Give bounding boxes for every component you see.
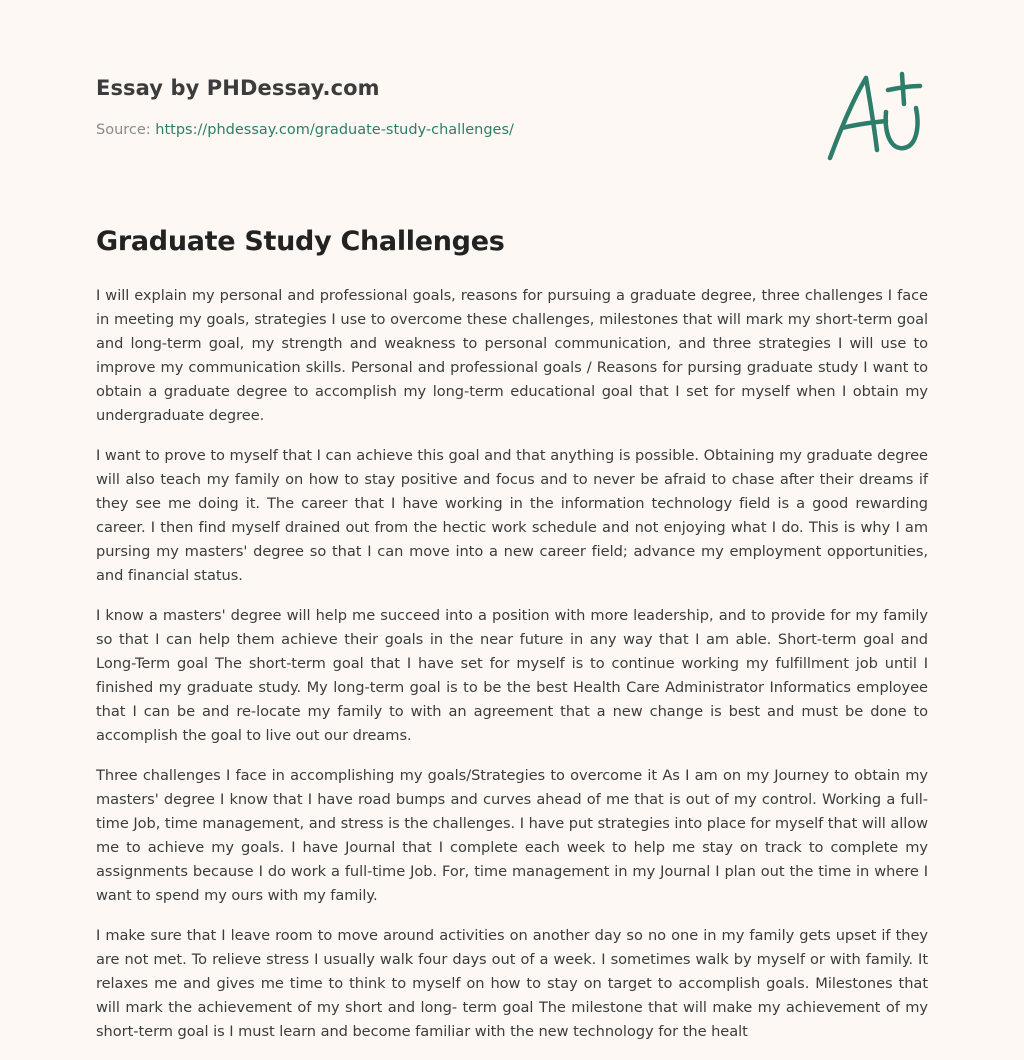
source-line: [96, 122, 796, 138]
essay-paragraph: I make sure that I leave room to move around activities on another day so no one in my family gets upset if they are not met. To relieve stress I usually walk four days out of a week. I sometimes walk by myself or with family. It relaxes me and gives me time to think to myself on how to stay on target to accomplish goals. Milestones that will mark the achievement of my short and long- term goal The milestone that will make my achievement of my short-term goal is I must learn and become familiar with the new technology for the healt: [96, 927, 928, 1040]
source-label: Source:: [96, 122, 156, 138]
source-link[interactable]: https://phdessay.com/graduate-study-challenges/: [155, 122, 514, 138]
brand-title: Essay by PHDessay.com: [96, 76, 380, 100]
essay-paragraph: I will explain my personal and professional goals, reasons for pursuing a graduate degree, three challenges I face in meeting my goals, strategies I use to overcome these challenges, milestones that will mark my short-term goal and long-term goal, my strength and weakness to personal communication, and three strategies I will use to improve my communication skills. Personal and professional goals / Reasons for pursing graduate study I want to obtain a graduate degree to accomplish my long-term educational goal that I set for myself when I obtain my undergraduate degree.: [96, 287, 928, 424]
header: [96, 76, 796, 138]
essay-body: [96, 284, 928, 1060]
essay-paragraph: I want to prove to myself that I can achieve this goal and that anything is possible. Obtaining my graduate degree will also teach my family on how to stay positive and focus and to never be afraid to chase after their dreams if they see me doing it. The career that I have working in the information technology field is a good rewarding career. I then find myself drained out from the hectic work schedule and not enjoying what I do. This is why I am pursing my masters' degree so that I can move into a new career field; advance my employment opportunities, and financial status.: [96, 447, 928, 584]
essay-title: Graduate Study Challenges: [96, 226, 505, 257]
essay-paragraph: Three challenges I face in accomplishing my goals/Strategies to overcome it As I am on my Journey to obtain my masters' degree I know that I have road bumps and curves ahead of me that is out of my control. Working a full-time Job, time management, and stress is the challenges. I have put strategies into place for myself that will allow me to achieve my goals. I have Journal that I complete each week to help me stay on track to complete my assignments because I do work a full-time Job. For, time management in my Journal I plan out the time in where I want to spend my ours with my family.: [96, 767, 928, 904]
essay-paragraph: I know a masters' degree will help me succeed into a position with more leadership, and to provide for my family so that I can help them achieve their goals in the near future in any way that I am able. Short-term goal and Long-Term goal The short-term goal that I have set for myself is to continue working my fulfillment job until I finished my graduate study. My long-term goal is to be the best Health Care Administrator Informatics employee that I can be and re-locate my family to with an agreement that a new change is best and must be done to accomplish the goal to live out our dreams.: [96, 607, 928, 744]
a-plus-logo-icon: [820, 66, 930, 166]
